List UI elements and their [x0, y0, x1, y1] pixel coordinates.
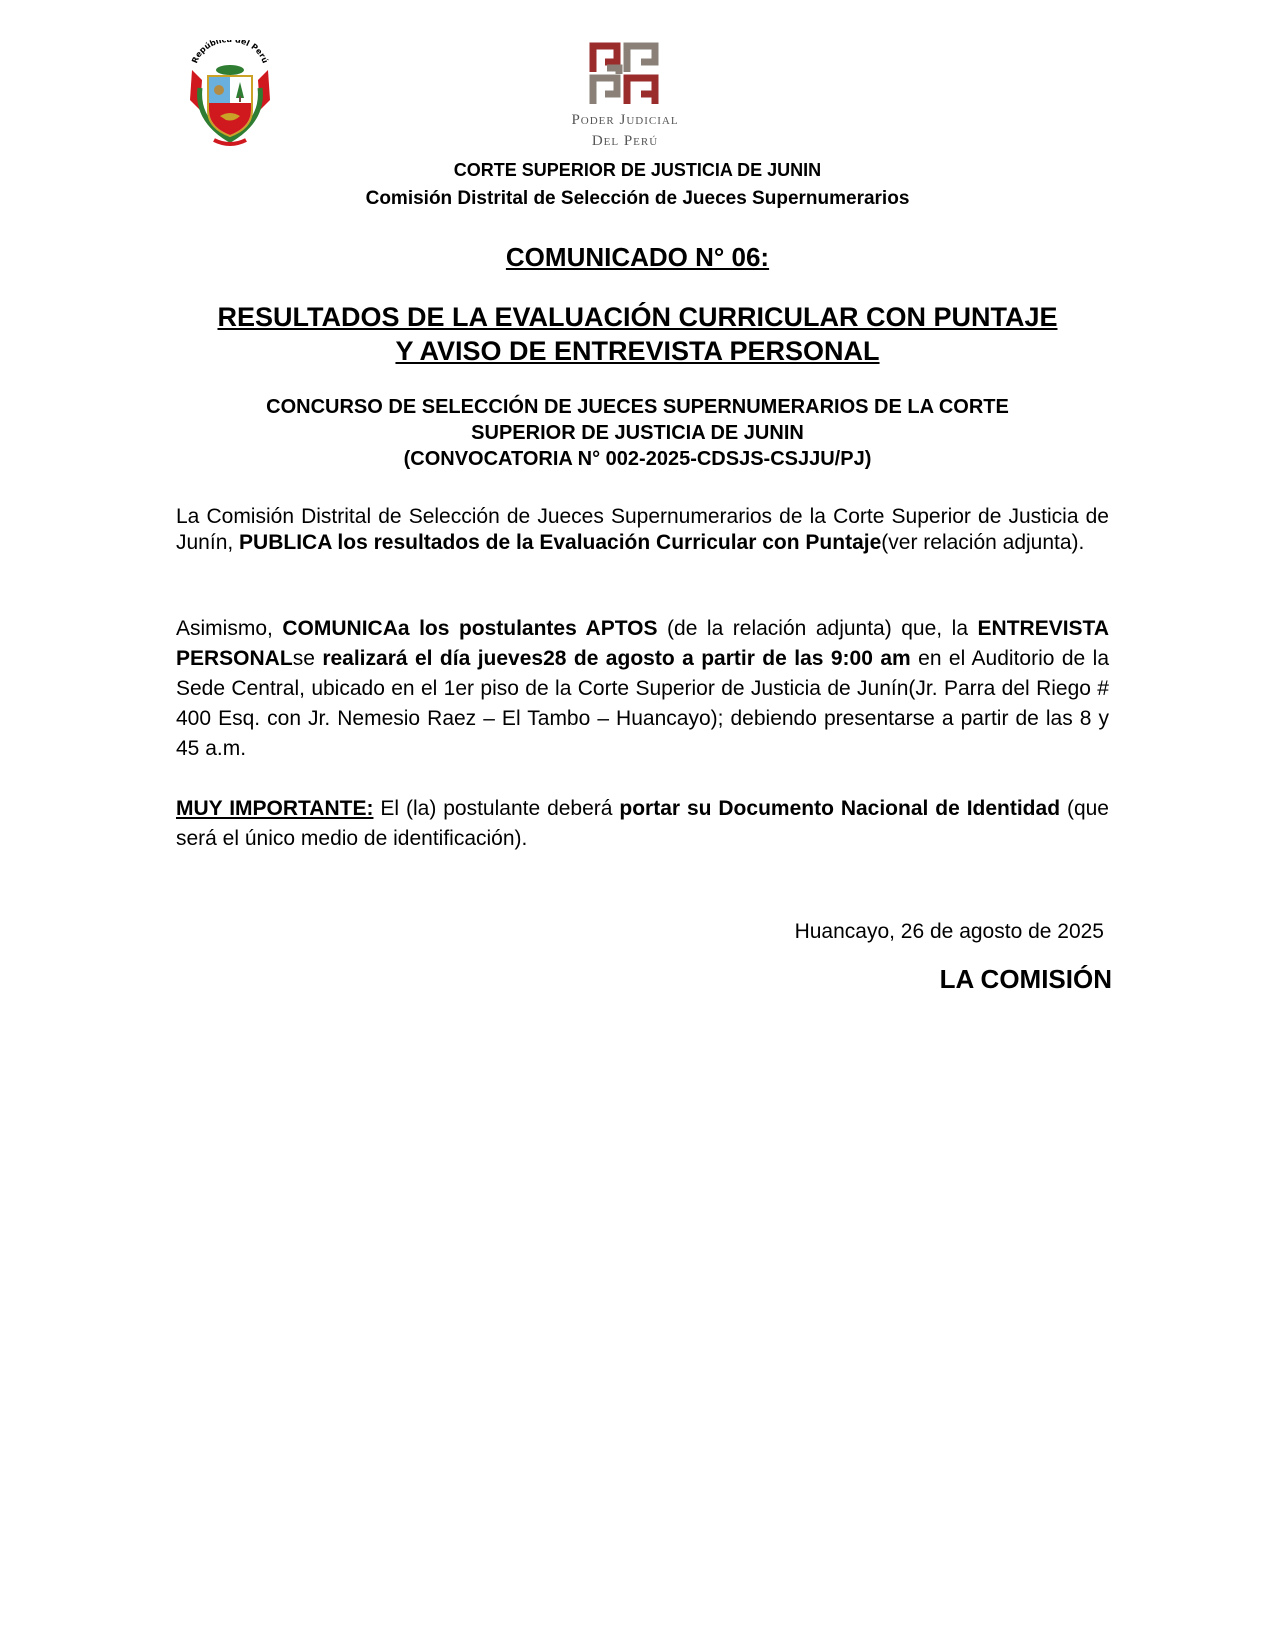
svg-text:República del Perú: [190, 40, 270, 65]
p2-text-g: en el Auditorio de la Sede Central, ubicado en el 1er piso de la Corte Superior de Justicia de Junín(Jr. Parra del Riego # 400 Esq. con Jr. Nemesio Raez – El Tambo – Huancayo); debiendo presentarse a partir de las 8 y 45 a.m.: [176, 647, 1110, 760]
commission-name: Comisión Distrital de Selección de Jueces Supernumerarios: [365, 188, 910, 209]
paragraph-interview: [176, 614, 1109, 764]
paragraph-publication: [176, 504, 1109, 556]
results-heading-line1: RESULTADOS DE LA EVALUACIÓN CURRICULAR CON PUNTAJE: [217, 302, 1058, 332]
concurso-heading-line2: SUPERIOR DE JUSTICIA DE JUNIN: [471, 422, 804, 444]
p1-text-c: (ver relación adjunta).: [881, 531, 1085, 554]
poder-judicial-name-line2: Del Perú: [591, 133, 659, 149]
document-date: Huancayo, 26 de agosto de 2025: [794, 920, 1104, 943]
p2-text-a: Asimismo,: [176, 617, 283, 640]
p3-text-d: (que será el único medio de identificación).: [176, 797, 1109, 850]
paragraph-important: [176, 794, 1109, 854]
p3-text-bold: portar su Documento Nacional de Identidad: [619, 797, 1061, 820]
concurso-heading-line3: (CONVOCATORIA N° 002-2025-CDSJS-CSJJU/PJ): [403, 448, 872, 470]
signature: LA COMISIÓN: [939, 964, 1112, 994]
results-heading-line2: Y AVISO DE ENTREVISTA PERSONAL: [395, 336, 880, 366]
coat-of-arms-logo: [186, 40, 274, 150]
p2-text-c: (de la relación adjunta) que, la: [657, 617, 978, 640]
p1-text-bold: PUBLICA los resultados de la Evaluación Curricular con Puntaje: [239, 531, 882, 554]
poder-judicial-name-line1: Poder Judicial: [571, 112, 679, 128]
important-label: MUY IMPORTANTE:: [176, 797, 374, 820]
concurso-heading-line1: CONCURSO DE SELECCIÓN DE JUECES SUPERNUMERARIOS DE LA CORTE: [266, 396, 1009, 418]
comunicado-title: COMUNICADO N° 06:: [505, 242, 770, 272]
p2-text-bold-3: realizará el día jueves28 de agosto a partir de las 9:00 am: [322, 647, 911, 670]
coat-of-arms-text: Repúbli del Perú: [190, 40, 270, 65]
poder-judicial-logo: [555, 42, 695, 154]
p3-text-b: El (la) postulante deberá: [373, 797, 620, 820]
results-heading: [0, 300, 1275, 368]
court-name: CORTE SUPERIOR DE JUSTICIA DE JUNIN: [453, 160, 822, 180]
poder-judicial-emblem-icon: [589, 42, 661, 108]
p2-text-bold-2: ENTREVISTA PERSONAL: [176, 617, 1109, 670]
p2-text-bold-1: COMUNICAa los postulantes APTOS: [282, 617, 658, 640]
p2-text-e: se: [292, 647, 323, 670]
p1-text-a: La Comisión Distrital de Selección de Jueces Supernumerarios de la Corte Superior de Justicia de Junín,: [176, 505, 1109, 554]
concurso-heading: [0, 394, 1275, 472]
